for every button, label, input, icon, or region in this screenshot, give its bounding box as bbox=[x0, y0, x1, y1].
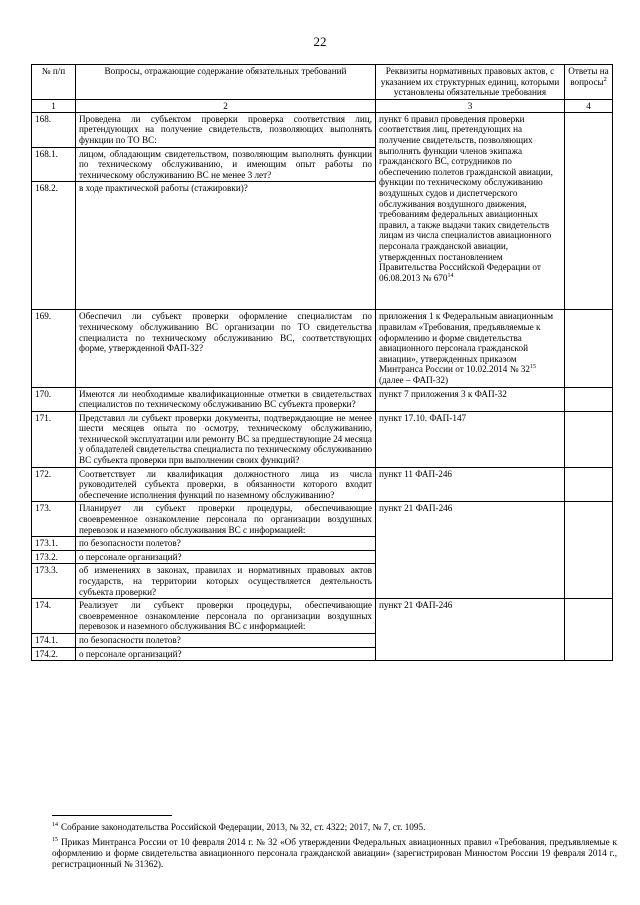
row-answer bbox=[565, 467, 613, 502]
row-question: Реализует ли субъект проверки процедуры, обеспечивающие своевременное ознакомление персонала по организации воздушных перевозок и наземного обслуживания ВС с информацией: bbox=[76, 599, 376, 634]
row-number: 173.3. bbox=[32, 564, 76, 599]
row-number: 174. bbox=[32, 599, 76, 634]
table-row bbox=[32, 411, 613, 467]
footnote-divider bbox=[52, 815, 172, 816]
row-number: 174.1. bbox=[32, 633, 76, 647]
page-number: 22 bbox=[313, 34, 327, 49]
row-number: 174.2. bbox=[32, 647, 76, 661]
footnote bbox=[52, 835, 617, 870]
row-question: об изменениях в законах, правилах и нормативных правовых актов государств, на территории которых осуществляется деятельность субъекта проверки? bbox=[76, 564, 376, 599]
table-row bbox=[32, 599, 613, 634]
row-answer bbox=[565, 310, 613, 387]
table-row bbox=[32, 502, 613, 537]
table-row bbox=[32, 112, 613, 147]
row-requisites bbox=[376, 310, 565, 387]
footnote-text: Собрание законодательства Российской Федерации, 2013, № 32, ст. 4322; 2017, № 7, ст. 1095. bbox=[61, 822, 426, 833]
footnote-mark: 14 bbox=[52, 822, 58, 828]
row-requisites: пункт 21 ФАП-246 bbox=[376, 502, 565, 599]
row-question: о персонале организаций? bbox=[76, 550, 376, 564]
row-question: по безопасности полетов? bbox=[76, 537, 376, 551]
footnotes bbox=[52, 820, 617, 872]
footnote-text: Приказ Минтранса России от 10 февраля 2014 г. № 32 «Об утверждении Федеральных авиационных правил «Требования, предъявляемые к оформлению и форме свидетельства авиационного персонала гражданской авиации» (зарегистрирован Минюстом России 19 февраля 2014 г., регистрационный № 31362). bbox=[52, 837, 617, 870]
header-answers-mark: 2 bbox=[603, 76, 607, 83]
row-answer bbox=[565, 599, 613, 661]
row-answer bbox=[565, 502, 613, 599]
row-question: Проведена ли субъектом проверки проверка соответствия лиц, претендующих на получение свидетельств, позволяющих выполнять функции по ТО ВС: bbox=[76, 112, 376, 147]
row-question: в ходе практической работы (стажировки)? bbox=[76, 182, 376, 310]
col-number: 3 bbox=[376, 99, 565, 112]
table-row bbox=[32, 310, 613, 387]
row-requisites: пункт 11 ФАП-246 bbox=[376, 467, 565, 502]
footnote-mark: 15 bbox=[52, 837, 58, 844]
row-number: 168.1. bbox=[32, 147, 76, 182]
row-number: 168.2. bbox=[32, 182, 76, 310]
row-question: Обеспечил ли субъект проверки оформление специалистам по техническому обслуживанию ВС организации по ТО свидетельства специалиста по техническому обслуживанию ВС, соответствующих форме, утвержденной ФАП-32? bbox=[76, 310, 376, 387]
row-question: Имеются ли необходимые квалификационные отметки в свидетельствах специалистов по техническому обслуживанию ВС субъекта проверки? bbox=[76, 387, 376, 411]
table-row bbox=[32, 467, 613, 502]
footnote-ref: 14 bbox=[447, 272, 454, 279]
row-question: Представил ли субъект проверки документы, подтверждающие не менее шести месяцев опыта по осмотру, техническому обслуживанию, технической эксплуатации или ремонту ВС за предшествующие 24 месяца у обладателей свидетельства специалиста по техническому обслуживанию ВС субъекта проверки при выполнении своих функций? bbox=[76, 411, 376, 467]
requirements-table bbox=[31, 64, 613, 661]
header-requisites: Реквизиты нормативных правовых актов, с указанием их структурных единиц, которыми установлены обязательные требования bbox=[376, 65, 565, 100]
table-header-row bbox=[32, 65, 613, 100]
row-question: о персонале организаций? bbox=[76, 647, 376, 661]
requisites-text: пункт 6 правил проведения проверки соответствия лиц, претендующих на получение свидетельств, позволяющих выполнять функции членов экипажа гражданского ВС, сотрудников по обеспечению полетов гражданской авиации, функции по техническому обслуживанию воздушных судов и диспетчерского обслуживания воздушного движения, требованиям федеральных авиационных правил, а также выдачи таких свидетельств лицам из числа специалистов авиационного персонала гражданской авиации, утвержденных постановлением Правительства Российской Федерации от 06.08.2013 № 670 bbox=[379, 113, 553, 283]
row-number: 171. bbox=[32, 411, 76, 467]
row-number: 172. bbox=[32, 467, 76, 502]
col-number: 2 bbox=[76, 99, 376, 112]
table-row bbox=[32, 387, 613, 411]
footnote bbox=[52, 820, 617, 833]
row-number: 169. bbox=[32, 310, 76, 387]
row-number: 173.2. bbox=[32, 550, 76, 564]
footnote-ref: 15 bbox=[529, 364, 536, 371]
col-number: 4 bbox=[565, 99, 613, 112]
row-answer bbox=[565, 387, 613, 411]
row-requisites: пункт 21 ФАП-246 bbox=[376, 599, 565, 661]
row-number: 173. bbox=[32, 502, 76, 537]
column-number-row bbox=[32, 99, 613, 112]
requisites-text: (далее – ФАП-32) bbox=[379, 374, 449, 385]
row-number: 168. bbox=[32, 112, 76, 147]
row-question: по безопасности полетов? bbox=[76, 633, 376, 647]
row-number: 170. bbox=[32, 387, 76, 411]
requisites-text: приложения 1 к Федеральным авиационным правилам «Требования, предъявляемые к оформлению и форме свидетельства авиационного персонала гражданской авиации», утвержденных приказом Минтранса России от 10.02.2014 № 32 bbox=[379, 311, 554, 375]
row-requisites bbox=[376, 112, 565, 310]
row-question: Планирует ли субъект проверки процедуры, обеспечивающие своевременное ознакомление персонала по организации воздушных перевозок и наземного обслуживания ВС с информацией: bbox=[76, 502, 376, 537]
header-answers-label: Ответы на вопросы bbox=[568, 66, 609, 87]
row-number: 173.1. bbox=[32, 537, 76, 551]
row-question: Соответствует ли квалификация должностного лица из числа руководителей субъекта проверки, в обязанности которого входит обеспечение исполнения функций по наземному обслуживанию? bbox=[76, 467, 376, 502]
header-answers bbox=[565, 65, 613, 100]
row-requisites: пункт 7 приложения 3 к ФАП-32 bbox=[376, 387, 565, 411]
row-answer bbox=[565, 411, 613, 467]
row-question: лицом, обладающим свидетельством, позволяющим выполнять функции по техническому обслуживанию, и имеющим опыт работы по техническому обслуживанию ВС не менее 3 лет? bbox=[76, 147, 376, 182]
row-requisites: пункт 17.10. ФАП-147 bbox=[376, 411, 565, 467]
header-num: № п/п bbox=[32, 65, 76, 100]
row-answer bbox=[565, 112, 613, 310]
col-number: 1 bbox=[32, 99, 76, 112]
header-question: Вопросы, отражающие содержание обязательных требований bbox=[76, 65, 376, 100]
